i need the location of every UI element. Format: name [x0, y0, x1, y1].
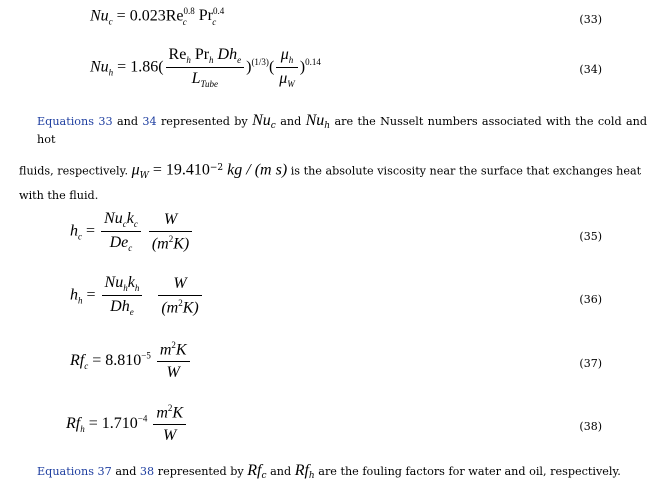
fraction-re-pr-dh-over-l: $\frac{Re_h Pr_h Dh_e}{L_{Tube}}$ — [166, 46, 245, 89]
fraction-nu-k-over-dh-h: $\frac{Nu_hk_h}{Dh_e}$ — [102, 274, 143, 317]
equation-number-36: (36) — [579, 293, 602, 306]
equation-number-38: (38) — [579, 420, 602, 433]
equation-35: $h_c$ = $\frac{Nu_ck_c}{De_c}$ $\frac{W}{(m^2K)}$ — [70, 210, 194, 253]
ref-eq-37[interactable]: 37 — [97, 465, 112, 478]
fraction-unit-m2k-w-2: $\frac{m^2K}{W}$ — [153, 403, 186, 445]
equation-number-33: (33) — [579, 13, 602, 26]
equation-number-34: (34) — [579, 63, 602, 76]
paragraph-fouling: Equations 37 and 38 represented by $Rf_c$ and $Rf_h$ are the fouling factors for water and oil, respectively. — [37, 462, 621, 482]
equation-number-37: (37) — [579, 357, 602, 370]
fraction-unit-w-m2k-2: $\frac{W}{(m^2K)}$ — [158, 275, 201, 317]
fraction-unit-w-m2k: $\frac{W}{(m^2K)}$ — [149, 211, 192, 253]
ref-eq-33[interactable]: 33 — [98, 115, 113, 128]
equation-37: $Rf_c = 8.810^{-5}$ $\frac{m^2K}{W}$ — [70, 340, 192, 382]
fraction-mu-h-over-mu-w: $\frac{\mu_h}{\mu_W}$ — [276, 46, 298, 89]
equation-number-35: (35) — [579, 230, 602, 243]
equation-33: $Nu_c = 0.023Re^{0.8}_c$ $Pr^{0.4}_c$ — [90, 6, 225, 27]
paragraph-nusselt: Equations 33 and 34 represented by $Nu_c$ and $Nu_h$ are the Nusselt numbers associated with the cold and hot fluids, respectively. $\mu_W = 19.410^{-2}$ kg / (m s) is the absolute viscosity near the surface that exchanges heat with the fluid. — [19, 112, 648, 203]
equation-34: $Nu_h = 1.86$( $\frac{Re_h Pr_h Dh_e}{L_{Tube}}$ )$^{(1/3)}$( $\frac{\mu_h}{\mu_W}$ )$^{0.14}$ — [90, 46, 321, 90]
equation-38: $Rf_h = 1.710^{-4}$ $\frac{m^2K}{W}$ — [66, 403, 188, 445]
fraction-nu-k-over-de-c: $\frac{Nu_ck_c}{De_c}$ — [101, 210, 141, 253]
ref-eq-38[interactable]: 38 — [139, 465, 155, 478]
equation-36: $h_h$ = $\frac{Nu_hk_h}{Dh_e}$ $\frac{W}{(m^2K)}$ — [70, 274, 204, 317]
fraction-unit-m2k-w: $\frac{m^2K}{W}$ — [157, 340, 190, 382]
ref-eq-34[interactable]: 34 — [142, 115, 157, 128]
